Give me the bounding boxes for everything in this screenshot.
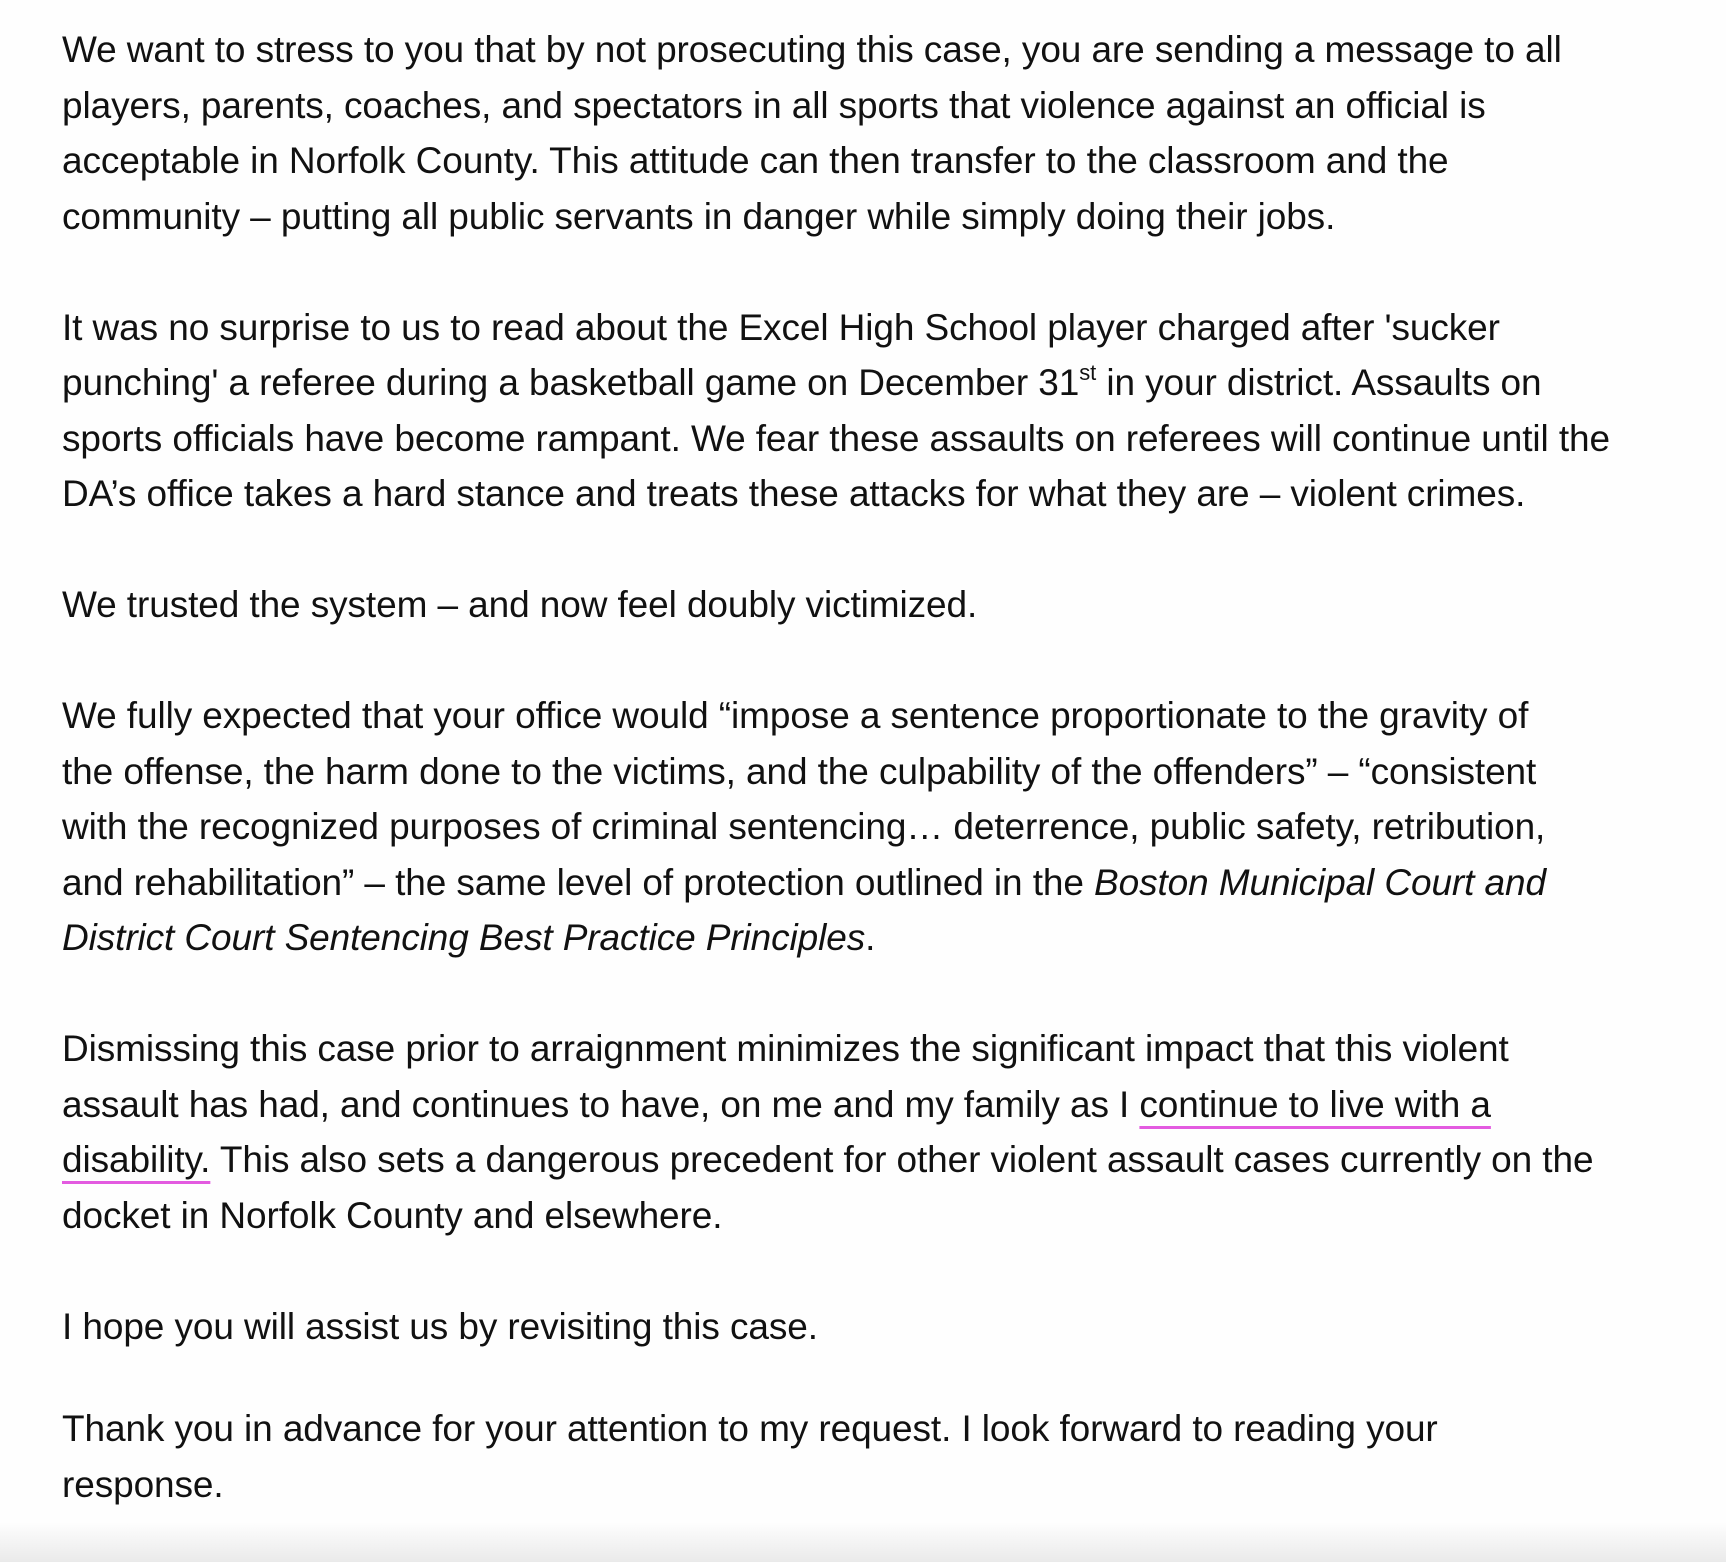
document-title-italic: Boston Municipal Court and	[1094, 861, 1546, 903]
text-line: It was no surprise to us to read about the Excel High School player charged after 'sucker	[62, 306, 1500, 348]
paragraph-spacer	[62, 1354, 1722, 1401]
paragraph-dismissal-impact	[62, 1021, 1722, 1243]
text-line: acceptable in Norfolk County. This attitude can then transfer to the classroom and the	[62, 140, 1449, 181]
paragraph-revisit-request	[62, 1299, 1722, 1355]
paragraph-closing	[62, 1401, 1722, 1512]
text-line: sports officials have become rampant. We fear these assaults on referees will continue until the	[62, 417, 1610, 459]
text-line	[62, 910, 1722, 966]
text-line	[62, 1077, 1722, 1133]
text-segment: .	[865, 917, 876, 958]
text-line: DA’s office takes a hard stance and treats these attacks for what they are – violent crimes.	[62, 473, 1526, 514]
text-line	[62, 1132, 1722, 1188]
paragraph-sentencing-expectation	[62, 688, 1722, 966]
paragraph-spacer	[62, 522, 1722, 578]
letter-body	[62, 22, 1722, 1512]
text-line: Dismissing this case prior to arraignment minimizes the significant impact that this violent	[62, 1028, 1509, 1069]
ordinal-suffix: st	[1079, 359, 1097, 385]
paragraph-excel-high-school	[62, 300, 1722, 522]
text-line: I hope you will assist us by revisiting this case.	[62, 1305, 818, 1347]
text-line: the offense, the harm done to the victims, and the culpability of the offenders” – “consistent	[62, 750, 1537, 792]
paragraph-spacer	[62, 966, 1722, 1022]
text-segment: punching' a referee during a basketball game on December 31	[62, 362, 1080, 403]
text-line: docket in Norfolk County and elsewhere.	[62, 1194, 723, 1236]
text-line: We fully expected that your office would “impose a sentence proportionate to the gravity of	[62, 695, 1529, 736]
text-line: with the recognized purposes of criminal sentencing… deterrence, public safety, retribution,	[62, 806, 1546, 847]
text-segment: in your district. Assaults on	[1096, 362, 1542, 403]
text-line: community – putting all public servants in danger while simply doing their jobs.	[62, 195, 1336, 237]
text-line: We trusted the system – and now feel doubly victimized.	[62, 584, 978, 625]
paragraph-prosecution-message	[62, 22, 1722, 244]
text-line: Thank you in advance for your attention to my request. I look forward to reading your	[62, 1408, 1438, 1449]
text-segment: This also sets a dangerous precedent for other violent assault cases currently on the	[210, 1139, 1594, 1180]
paragraph-trusted-system	[62, 577, 1722, 633]
page-bottom-shadow	[0, 1522, 1726, 1562]
paragraph-spacer	[62, 244, 1722, 300]
text-line: We want to stress to you that by not prosecuting this case, you are sending a message to all	[62, 29, 1562, 70]
text-segment: and rehabilitation” – the same level of protection outlined in the	[62, 861, 1095, 903]
paragraph-spacer	[62, 1243, 1722, 1299]
text-line: response.	[62, 1463, 224, 1505]
text-line: players, parents, coaches, and spectators in all sports that violence against an official is	[62, 84, 1486, 126]
text-segment: assault has had, and continues to have, on me and my family as I	[62, 1083, 1140, 1125]
text-line	[62, 855, 1722, 911]
text-line	[62, 355, 1722, 411]
highlighted-phrase: disability.	[62, 1139, 211, 1180]
highlighted-phrase: continue to live with a	[1139, 1083, 1491, 1125]
paragraph-spacer	[62, 633, 1722, 689]
document-title-italic: District Court Sentencing Best Practice Principles	[62, 917, 866, 958]
